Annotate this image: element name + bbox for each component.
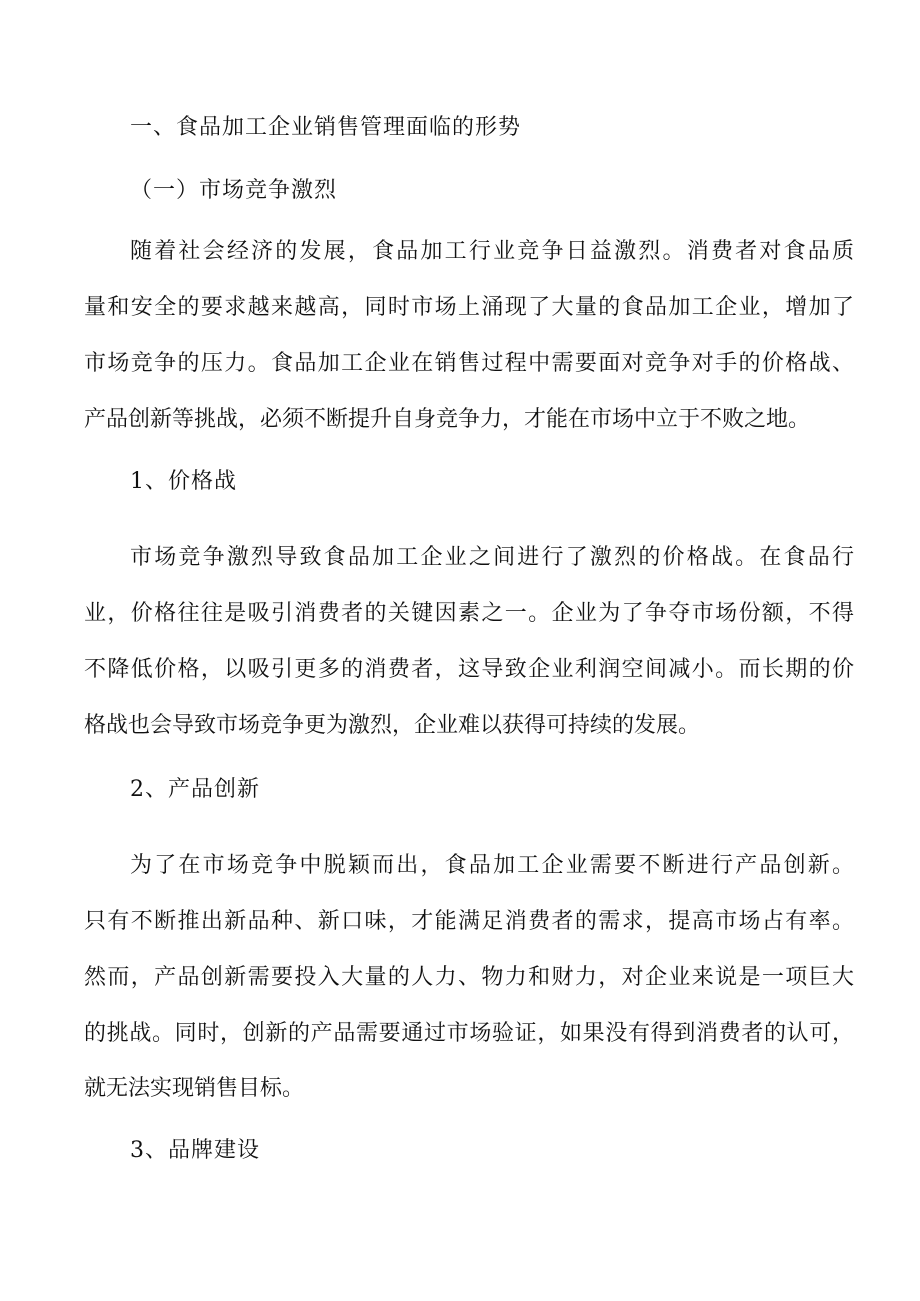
main-heading: 一、食品加工企业销售管理面临的形势 — [130, 115, 522, 140]
subheading-brand-building: 3、品牌建设 — [130, 1138, 260, 1163]
section-heading: （一）市场竞争激烈 — [130, 178, 338, 203]
paragraph-2-line: 业，价格往往是吸引消费者的关键因素之一。企业为了争夺市场份额，不得 — [84, 601, 854, 626]
paragraph-3-line: 为了在市场竞争中脱颖而出，食品加工企业需要不断进行产品创新。 — [130, 853, 854, 878]
paragraph-1-line: 随着社会经济的发展，食品加工行业竞争日益激烈。消费者对食品质 — [130, 239, 854, 264]
paragraph-3-line: 的挑战。同时，创新的产品需要通过市场验证，如果没有得到消费者的认可， — [84, 1021, 854, 1046]
subheading-price-war: 1、价格战 — [130, 469, 237, 494]
paragraph-1-line: 产品创新等挑战，必须不断提升自身竞争力，才能在市场中立于不败之地。 — [84, 407, 811, 432]
paragraph-2-line: 市场竞争激烈导致食品加工企业之间进行了激烈的价格战。在食品行 — [130, 545, 854, 570]
paragraph-1-line: 市场竞争的压力。食品加工企业在销售过程中需要面对竞争对手的价格战、 — [84, 351, 854, 376]
paragraph-3-line: 只有不断推出新品种、新口味，才能满足消费者的需求，提高市场占有率。 — [84, 909, 854, 934]
paragraph-3-line: 然而，产品创新需要投入大量的人力、物力和财力，对企业来说是一项巨大 — [84, 965, 854, 990]
paragraph-3-line: 就无法实现销售目标。 — [84, 1076, 305, 1101]
paragraph-2-line: 格战也会导致市场竞争更为激烈，企业难以获得可持续的发展。 — [84, 713, 701, 738]
paragraph-2-line: 不降低价格，以吸引更多的消费者，这导致企业利润空间减小。而长期的价 — [84, 657, 854, 682]
subheading-product-innovation: 2、产品创新 — [130, 777, 260, 802]
paragraph-1-line: 量和安全的要求越来越高，同时市场上涌现了大量的食品加工企业，增加了 — [84, 295, 854, 320]
